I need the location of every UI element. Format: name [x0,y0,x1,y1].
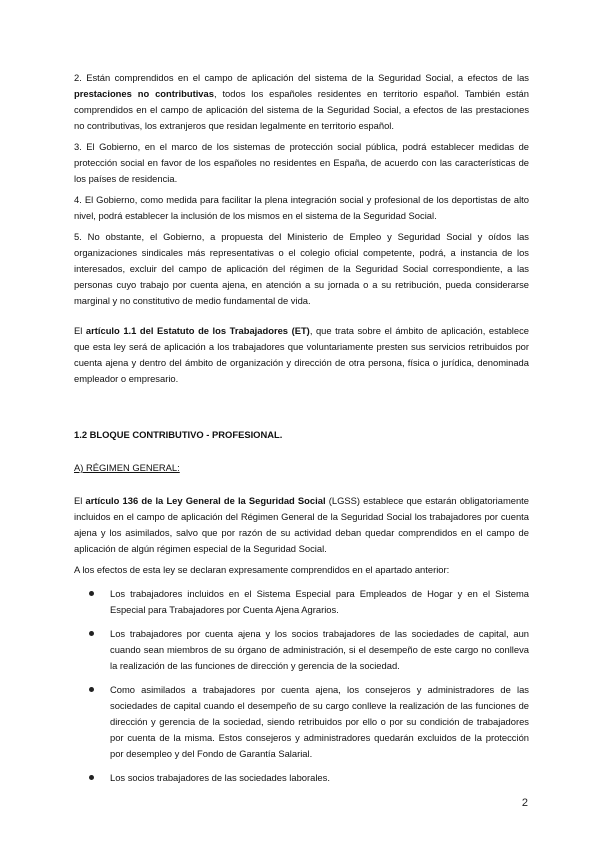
bullet-list [74,586,529,786]
bullet-icon [89,687,94,692]
paragraph-5: 5. No obstante, el Gobierno, a propuesta del Ministerio de Empleo y Seguridad Social y oídos las organizaciones sindicales más representativas o el colegio oficial competente, podrá, a instancia de los interesados, excluir del campo de aplicación del régimen de la Seguridad Social correspondiente, a las personas cuyo trabajo por cuenta ajena, en atención a su jornada o a su retribución, pueda considerarse marginal y no constitutivo de medio fundamental de vida. [74,231,529,306]
bold-term: prestaciones no contributivas [74,88,214,99]
page-content [74,70,529,786]
paragraph-3: 3. El Gobierno, en el marco de los sistemas de protección social pública, podrá establecer medidas de protección social en favor de los españoles no residentes en España, de acuerdo con las características de los países de residencia. [74,141,529,184]
bullet-icon [89,775,94,780]
list-item: Los socios trabajadores de las sociedades laborales. [74,770,529,786]
list-item: Como asimilados a trabajadores por cuenta ajena, los consejeros y administradores de las sociedades de capital cuando el desempeño de su cargo conlleve la realización de las funciones de dirección y gerencia de la sociedad, siendo retribuidos por ello o por su condición de trabajadores por cuenta de la misma. Estos consejeros y administradores quedarán excluidos de la protección por desempleo y del Fondo de Garantía Salarial. [74,682,529,762]
paragraph-et: El artículo 1.1 del Estatuto de los Trabajadores (ET), que trata sobre el ámbito de aplicación, establece que esta ley será de aplicación a los trabajadores que voluntariamente presten sus servicios retribuidos por cuenta ajena y dentro del ámbito de organización y dirección de otra persona, física o jurídica, denominada empleador o empresario. [74,325,530,384]
bullet-icon [89,631,94,636]
paragraph-lgss: El artículo 136 de la Ley General de la Seguridad Social (LGSS) establece que estarán obligatoriamente incluidos en el campo de aplicación del Régimen General de la Seguridad Social los trabajadores por cuenta ajena y los asimilados, salvo que por razón de su actividad deban quedar comprendidos en el campo de aplicación de algún régimen especial de la Seguridad Social. [74,495,530,554]
list-item: Los trabajadores incluidos en el Sistema Especial para Empleados de Hogar y en el Sistema Especial para Trabajadores por Cuenta Ajena Agrarios. [74,586,529,618]
paragraph-4: 4. El Gobierno, como medida para facilitar la plena integración social y profesional de los deportistas de alto nivel, podrá establecer la inclusión de los mismos en el sistema de la Seguridad Social. [74,194,529,221]
bold-term: artículo 1.1 del Estatuto de los Trabajadores (ET) [85,325,310,336]
paragraph-2: 2. Están comprendidos en el campo de aplicación del sistema de la Seguridad Social, a efectos de las prestaciones no contributivas, todos los españoles residentes en territorio español. También están comprendidos en el campo de aplicación del sistema de la Seguridad Social, a efectos de las prestaciones no contributivas, los extranjeros que residan legalmente en territorio español. [74,72,529,131]
list-item: Los trabajadores por cuenta ajena y los socios trabajadores de las sociedades de capital, aun cuando sean miembros de su órgano de administración, si el desempeño de este cargo no conlleva la realización de las funciones de dirección y gerencia de la sociedad. [74,626,529,674]
section-heading: 1.2 BLOQUE CONTRIBUTIVO - PROFESIONAL. [74,429,283,440]
bullet-icon [89,591,94,596]
paragraph-intro: A los efectos de esta ley se declaran expresamente comprendidos en el apartado anterior: [74,564,450,575]
section-subheading: A) RÉGIMEN GENERAL: [74,462,180,473]
page-number: 2 [521,797,528,809]
bold-term: artículo 136 de la Ley General de la Seguridad Social [85,495,326,506]
